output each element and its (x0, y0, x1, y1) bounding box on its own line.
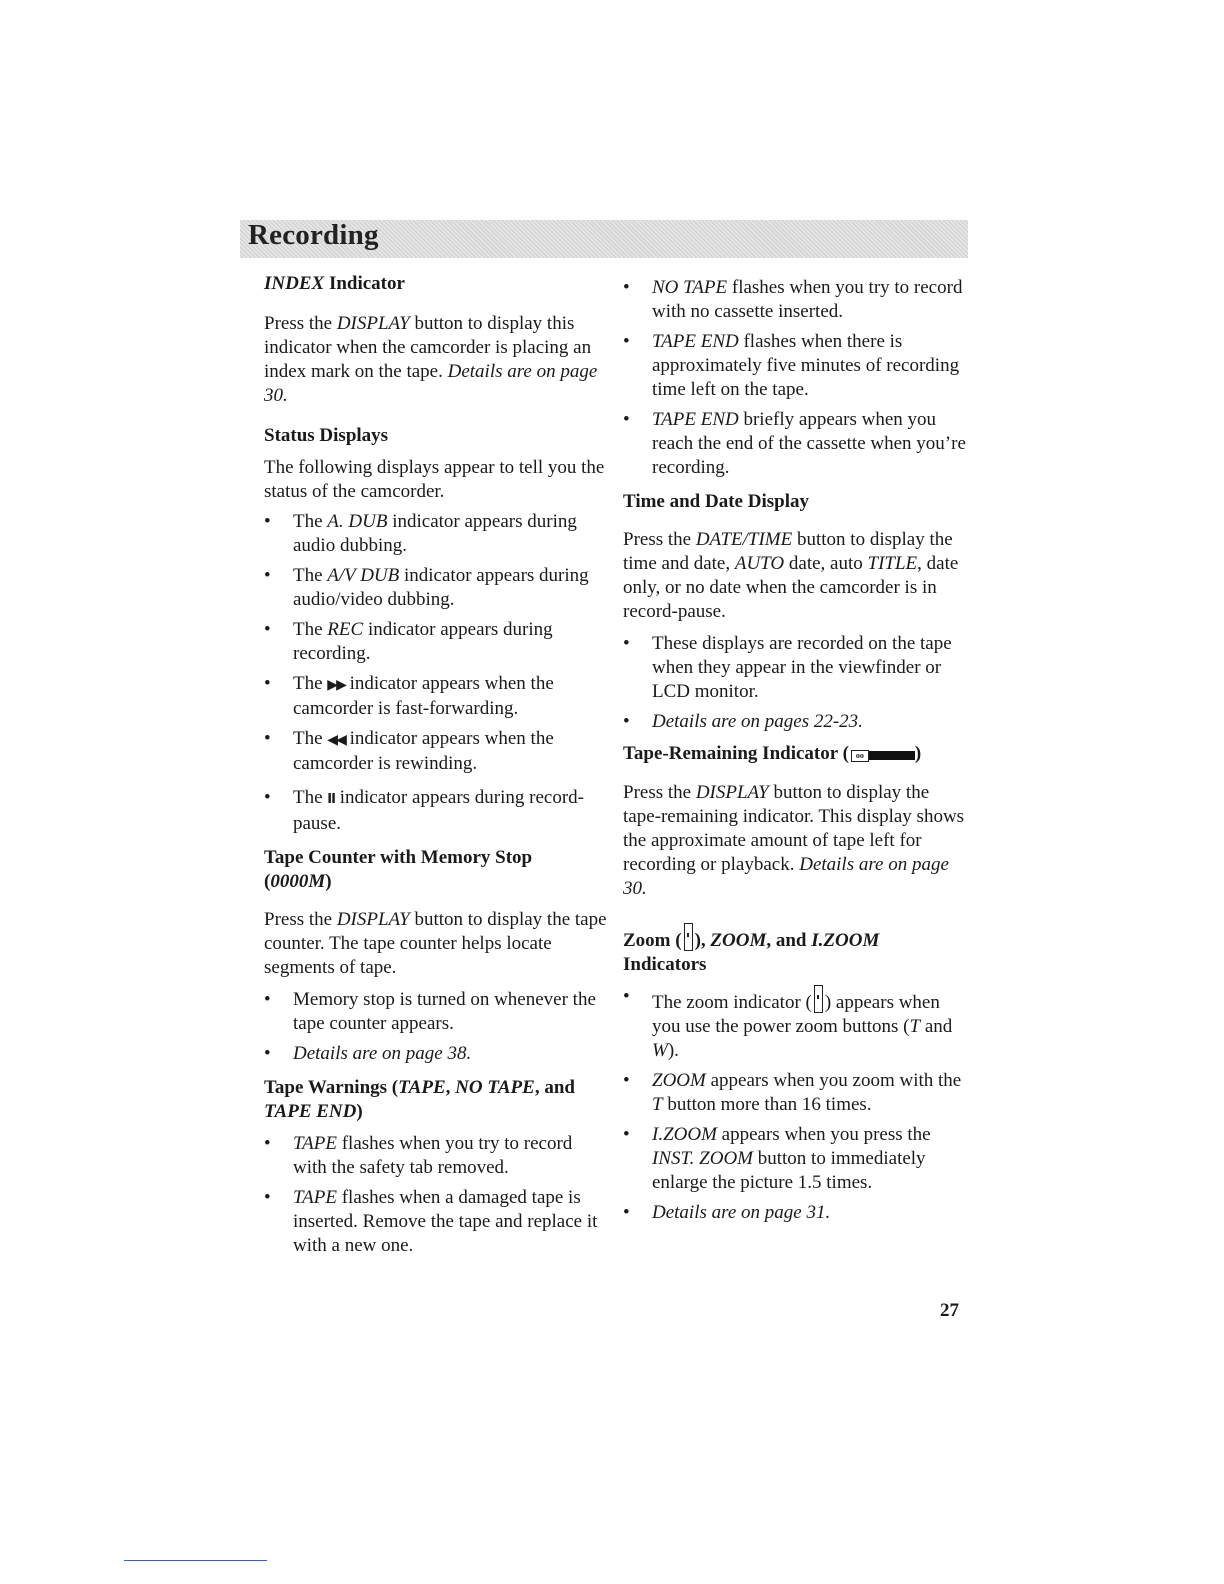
list-item: • The ▶▶ indicator appears when the camcorder is fast-forwarding. (264, 673, 554, 719)
list-item: • TAPE END briefly appears when you reach the end of the cassette when you’re recording. (623, 409, 966, 478)
tape-remaining-icon: oo (851, 743, 915, 767)
list-item: • Details are on page 38. (264, 1043, 472, 1064)
list-item: • Details are on pages 22-23. (623, 711, 863, 732)
right-column (623, 276, 968, 1225)
section-banner (240, 220, 968, 258)
footer-rule (124, 1560, 267, 1561)
pause-icon: II (327, 792, 335, 807)
tape-remaining-text: Press the DISPLAY button to display the tape-remaining indicator. This display shows the approximate amount of tape left for recording or playback. Details are on page 30. (623, 782, 965, 899)
zoom-indicator-icon (814, 985, 823, 1013)
fast-forward-icon: ▶▶ (327, 677, 345, 693)
time-date-text: Press the DATE/TIME button to display the time and date, AUTO date, auto TITLE, date only, or no date when the camcorder is in record-pause. (623, 529, 959, 622)
list-item: • The zoom indicator ( ) appears when you use the power zoom buttons (T and W). (623, 986, 953, 1061)
page-number: 27 (940, 1300, 959, 1321)
left-column (264, 272, 609, 1258)
tape-warnings-heading: Tape Warnings (TAPE, NO TAPE, and TAPE END) (264, 1077, 575, 1122)
list-item: • The ◀◀ indicator appears when the camcorder is rewinding. (264, 728, 554, 774)
zoom-heading: Zoom ( ), ZOOM, and I.ZOOM Indicators (623, 923, 968, 977)
list-item: • The A. DUB indicator appears during audio dubbing. (264, 511, 577, 556)
time-date-heading: Time and Date Display (623, 491, 809, 512)
index-indicator-heading: INDEX Indicator (264, 273, 405, 294)
section-title: Recording (248, 219, 379, 251)
list-item: • Details are on page 31. (623, 1202, 831, 1223)
list-item: • The A/V DUB indicator appears during audio/video dubbing. (264, 565, 589, 610)
tape-counter-heading: Tape Counter with Memory Stop (0000M) (264, 847, 533, 892)
list-item: • These displays are recorded on the tape when they appear in the viewfinder or LCD monitor. (623, 633, 952, 702)
list-item: • I.ZOOM appears when you press the INST. ZOOM button to immediately enlarge the picture 1.5 times. (623, 1124, 931, 1193)
index-indicator-text: Press the DISPLAY button to display this indicator when the camcorder is placing an index mark on the tape. Details are on page 30. (264, 313, 598, 406)
list-item: • The II indicator appears during record-pause. (264, 787, 584, 834)
list-item: • TAPE flashes when you try to record with the safety tab removed. (264, 1133, 573, 1178)
list-item: • TAPE flashes when a damaged tape is inserted. Remove the tape and replace it with a new one. (264, 1187, 598, 1256)
list-item: • Memory stop is turned on whenever the tape counter appears. (264, 989, 596, 1034)
list-item: • ZOOM appears when you zoom with the T button more than 16 times. (623, 1070, 962, 1115)
list-item: • NO TAPE flashes when you try to record with no cassette inserted. (623, 277, 963, 322)
zoom-indicator-icon (684, 923, 693, 951)
status-displays-intro: The following displays appear to tell you the status of the camcorder. (264, 457, 605, 502)
status-displays-heading: Status Displays (264, 425, 389, 446)
tape-counter-text: Press the DISPLAY button to display the tape counter. The tape counter helps locate segments of tape. (264, 909, 607, 978)
rewind-icon: ◀◀ (327, 732, 345, 748)
tape-remaining-heading: Tape-Remaining Indicator ( oo ) (623, 742, 968, 767)
list-item: • TAPE END flashes when there is approximately five minutes of recording time left on the tape. (623, 331, 960, 400)
list-item: • The REC indicator appears during recording. (264, 619, 553, 664)
